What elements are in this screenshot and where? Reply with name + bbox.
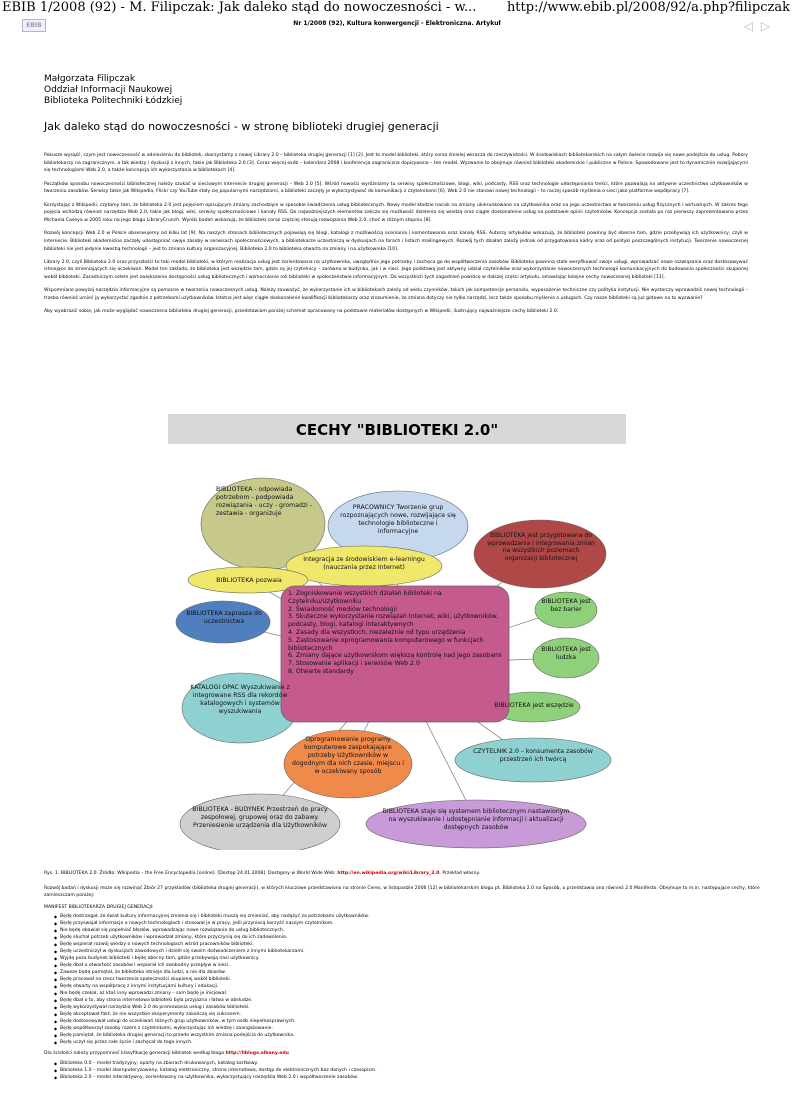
generations-list	[44, 1060, 764, 1081]
list-item: ◆ Będę dbał o otwartość zasobów i wspierał ich swobodny przepływ w sieci.	[54, 962, 764, 969]
list-item: ◆ Zawsze będę pamiętał, że biblioteka istnieje dla ludzi, a nie dla zbiorów.	[54, 969, 764, 976]
center-item: 1. Zogniskowanie wszystkich działań biblioteki na Czytelniku/Użytkowniku	[288, 590, 442, 605]
center-item: 3. Skuteczne wykorzystanie rozwiązań Internet, wiki, użytkowników, podcasty, blogi, katalogi interaktywnych	[288, 613, 499, 629]
label-biblioteka-zmiany: BIBLIOTEKA jest przygotowana do wprowadzania i integrowania zmian na wszystkich poziomach organizacji bibliotecznej	[487, 532, 595, 562]
manifest-list	[44, 913, 764, 1046]
author-unit: Oddział Informacji Naukowej	[44, 85, 173, 95]
label-bez-barier: BIBLIOTEKA jest bez barier	[541, 598, 591, 613]
list-item: ◆ Będę pamiętał, że biblioteka drugiej generacji to przede wszystkim zmiana podejścia do użytkownika.	[54, 1032, 764, 1039]
label-biblioteka-roles: BIBLIOTEKA - odpowiada potrzebom - podpowiada rozwiązania - uczy - gromadzi - zestawia - organizuje	[216, 486, 313, 517]
label-ludzka: BIBLIOTEKA jest ludzka	[541, 646, 591, 661]
paragraph: Library 2.0, czyli Biblioteka 2.0 oraz przyszłości to taki model biblioteki, w którym realizacja usług jest zorientowana na użytkownika, uwzględnia jego potrzeby i zachęca go do współtworzenia zasobów. Biblioteka powinna stale weryfikować swoje usługi, wprowadzać nowe rozwiązania oraz dostosowywać istniejące do zmieniających się oczekiwań. Model ten zakłada, że biblioteka jest wszędzie tam, gdzie są jej czytelnicy – zarówno w budynku, jak i w sieci. Jego podstawą jest aktywny udział czytelników oraz wykorzystanie nowoczesnych technologii komunikacyjnych do budowania społeczności skupionej wokół biblioteki. Zasadniczym celem jest zwiększenie dostępności usług bibliotecznych i wzmocnienie roli biblioteki w społeczeństwie informacyjnym. Do wszystkich tych zagadnień powrócę w dalszej części artykułu, omawiając kolejne cechy nowoczesnej biblioteki [11].	[44, 259, 748, 281]
diagram-title: CECHY "BIBLIOTEKI 2.0"	[295, 421, 499, 439]
print-header-url: http://www.ebib.pl/2008/92/a.php?filipczak	[506, 0, 790, 15]
list-item: ◆ Będę otwarty na współpracę z innymi instytucjami kultury i edukacji.	[54, 983, 764, 990]
list-item: ◆ Będę akceptował fakt, że nie wszystkie eksperymenty zakończą się sukcesem.	[54, 1011, 764, 1018]
list-item: ◆ Będę współtworzył zasoby razem z czytelnikami, wykorzystując ich wiedzę i zaangażowanie.	[54, 1025, 764, 1032]
label-opac: KATALOGI OPAC Wyszukiwanie z integrowane RSS dla rekordów katalogowych i systemów wyszukiwania	[190, 684, 290, 715]
caption-link[interactable]: http://en.wikipedia.org/wiki/Library_2.0	[337, 871, 440, 876]
list-item: ◆ Będę wykorzystywał narzędzia Web 2.0 do promowania usług i zasobów biblioteki.	[54, 1004, 764, 1011]
paragraph: Pokusze wysąść, czym jest nowoczesność w odniesieniu do bibliotek, skorzystamy z nowej Library 2.0 – biblioteka drugiej generacji [1] [2]. Jest to model biblioteki, który coraz śmielej wkracza do rzeczywistości. W środowiskach bibliotekarskich na całym świecie rozwija się nowe podejście do usług. Pobory bibliotekarzy na zagranicznym, a tak wiedzy i dyskusji z innych, takie jak Biblioteka 2.0 [3]. Coraz więcej osób – kalendarz 2008 i konferencja zagraniczna dopisywana – ten model. Wyzwanie to obejmuje również biblioteki akademickie i publiczne w Polsce. Spowodowane jest to dynamicznie rozwijającymi się technologiami Web 2.0, a także koncepcją ich wykorzystania w bibliotekach [4].	[44, 153, 748, 174]
print-header	[0, 0, 794, 16]
label-czytelnik: CZYTELNIK 2.0 – konsumenta zasobów przestrzeń ich twórcą	[473, 748, 593, 763]
figure-caption	[44, 870, 764, 877]
list-item: ◆ Będę uczył się przez całe życie i zachęcał do tego innych.	[54, 1039, 764, 1046]
print-header-title: EBIB 1/2008 (92) - M. Filipczak: Jak daleko stąd do nowoczesności - w...	[2, 0, 477, 15]
label-biblioteka-pozwala: BIBLIOTEKA pozwala	[216, 576, 282, 584]
center-item: 8. Otwarte standardy	[288, 667, 354, 675]
sources-intro	[44, 1050, 764, 1057]
paragraph: Rozwój koncepcji Web 2.0 w Polsce obserwujemy od kilku lat [9]. Na naszych stronach bibliotecznych pojawiają się blogi, katalogi z możliwością oceniania i komentowania oraz kanały RSS. Autorzy artykułów wskazują, że biblioteki powinny być obecne tam, gdzie przebywają ich użytkownicy, czyli w internecie. Biblioteki akademickie zaczęły udostępniać swoje zasoby w serwisach społecznościowych, a bibliotekarze uczestniczą w dyskusjach na forach i listach mailingowych. Rozwój tych działań zależy jednak od przygotowania kadry oraz od polityki poszczególnych instytucji. Tworzenie nowoczesnej biblioteki nie jest jedynie kwestią technologii – jest to zmiana kultury organizacyjnej. Biblioteka 2.0 to biblioteka otwarta na zmiany i na użytkownika [10].	[44, 231, 748, 252]
issue-line: Nr 1/2008 (92), Kultura konwergencji - Elektroniczna. Artykuł	[293, 20, 501, 27]
list-item: ◆ Nie będę czekał, aż ktoś inny wprowadzi zmiany – sam będę je inicjował.	[54, 990, 764, 997]
manifest-intro: Rozwój badań i dyskusji może się rozwinąć Zbiór 27 przykładów (biblioteka drugiej generacji), w których kluczowe przedstawiono na stronie Ceres, w listopadzie 2006 [12] w bibliotekarskim blogu pt. Biblioteka 2.0 na Sposób, a przedstawia ono również 2.0 Manifesto. Obejmuje to m.in. następujące cechy, które zamieszczam poniżej:	[44, 886, 760, 898]
paragraph: Aby wyobrazić sobie, jak może wyglądać nowoczesna biblioteka drugiej generacji, przedstawiam poniżej schemat opracowany na podstawie materiałów dostępnych w Wikipedii, ilustrujący najważniejsze cechy biblioteki 2.0:	[44, 309, 559, 315]
list-item: ◆ Będę pracował na rzecz tworzenia społeczności skupionej wokół biblioteki.	[54, 976, 764, 983]
label-pracownicy: PRACOWNICY Tworzenie grup rozpoznających nowe, rozwijające się technologie biblioteczne i informacyjne	[340, 504, 456, 535]
center-item: 2. Świadomość mediów technologii	[288, 605, 397, 613]
caption-tail: . Przekład własny.	[439, 871, 481, 876]
nav-arrows-icon[interactable]: ◁ ▷	[743, 19, 772, 33]
label-uczestnictwo: BIBLIOTEKA zaprasza do uczestnictwa	[186, 610, 262, 625]
library-2-0-diagram	[168, 414, 626, 850]
list-item: ◆ Będę przyswajał informacje o nowych technologiach i stosował je w pracy, jeśli przyniosą korzyść naszym czytelnikom.	[54, 920, 764, 927]
list-item: ◆ Będę słuchał potrzeb użytkowników i wprowadzał zmiany, które przyczynią się do ich zadowolenia.	[54, 934, 764, 941]
list-item: ◆ Będę wspierał rozwój wiedzy o nowych technologiach wśród pracowników biblioteki.	[54, 941, 764, 948]
ebib-logo[interactable]: EBIB	[22, 19, 46, 32]
sources-link[interactable]: http://liblogs.albany.edu	[225, 1051, 289, 1056]
author-name: Małgorzata Filipczak	[44, 74, 136, 84]
paragraph: Korzystając z Wikipedii, czytamy tam, że biblioteka 2.0 jest pojęciem opisującym zmiany zachodzące w sposobie świadczenia usług bibliotecznych. Nowy model kładzie nacisk na zmiany ukierunkowane na użytkownika oraz na jego uczestnictwo w tworzeniu usług fizycznych i wirtualnych. W zakres tego pojęcia wchodzą również narzędzia Web 2.0, takie jak blogi, wiki, serwisy społecznościowe i kanały RSS. Do najważniejszych elementów zalicza się możliwość dzielenia się wiedzą oraz ciągłe doskonalenie usług na podstawie opinii czytelników. Koncepcja została po raz pierwszy zaprezentowana przez Michaela Caseya w 2005 roku na jego blogu LibraryCrunch. Wyniki badań wskazują, że biblioteki coraz częściej stosują rozwiązania Web 2.0, choć w różnym stopniu [8].	[44, 202, 748, 223]
paragraph: Początków sposobu nowoczesności bibliotecznej należy szukać w sieciowym internecie drugiej generacji – Web 2.0 [5]. Wśród nowości wyróżniamy tu serwisy społecznościowe, blogi, wiki, podcasty, RSS oraz technologie udostępniania treści, które pozwalają na aktywne uczestnictwo użytkowników w tworzeniu zasobów. Serwisy takie jak Wikipedia, Flickr czy YouTube stały się popularnymi narzędziami, a biblioteki zaczęły je wykorzystywać do komunikacji z czytelnikami [6]. Web 2.0 nie stanowi nowej technologii – to raczej sposób myślenia o sieci jako platformie współpracy [7].	[44, 181, 748, 195]
paragraph: Wspomniane powyżej narzędzia informacyjne są pomocne w tworzeniu nowoczesnych usług. Należy zauważyć, że wykorzystanie ich w bibliotekach zależy od wielu czynników, takich jak kompetencje personelu, wyposażenie techniczne czy polityka instytucji. Nie wystarczy wprowadzić nowej technologii – trzeba również umieć ją wykorzystać zgodnie z potrzebami użytkowników. Istotne jest więc ciągłe doskonalenie kwalifikacji bibliotekarzy oraz zrozumienie, że zmiana dotyczy nie tylko narzędzi, lecz także sposobu myślenia o usługach. Czy nasze biblioteki są już gotowe na to wyzwanie?	[44, 288, 748, 302]
center-item: 7. Stosowanie aplikacji i serwisów Web 2.0	[288, 660, 420, 668]
center-item: 4. Zasady dla wszystkich, niezależnie od typu urządzenia	[288, 628, 466, 636]
label-e-learning: Integracja ze środowiskiem e-learningu (nauczania przez Internet)	[303, 556, 425, 571]
sources-intro-text: Dla ścisłości należy przypomnieć klasyfikację generacji bibliotek według bloga	[44, 1051, 225, 1056]
author-institution: Biblioteka Politechniki Łódzkiej	[44, 96, 183, 106]
label-wszedzie: BIBLIOTEKA jest wszędzie	[494, 702, 574, 709]
list-item: ◆ Będę uczestniczył w dyskusjach zawodowych i dzielił się swoim doświadczeniem z innymi bibliotekarzami.	[54, 948, 764, 955]
label-system: BIBLIOTEKA staje się systemem bibliotecznym nastawionym na wyszukiwanie i udostępnianie informacji i aktualizacji dostępnych zasobów	[382, 808, 570, 831]
caption-text: Rys. 1. BIBLIOTEKA 2.0. Źródło: Wikipedia – the Free Encyclopedia [online]. [Dostęp 24.01.2008]. Dostępny w World Wide Web:	[44, 871, 336, 876]
author-block	[44, 74, 182, 107]
list-item: ◆ Biblioteka 2.0 – model interaktywny, zorientowany na użytkownika, wykorzystujący narzędzia Web 2.0 i współtworzenie zasobów.	[54, 1074, 764, 1081]
label-oprogramowanie: Oprogramowanie programy komputerowe zaspokajające potrzeby Użytkowników w dogodnym dla nich czasie, miejscu i w oczekiwany sposób	[292, 736, 404, 775]
lower-section	[44, 885, 764, 1081]
list-item: ◆ Będę dostosowywał usługi do oczekiwań różnych grup użytkowników, w tym osób niepełnosprawnych.	[54, 1018, 764, 1025]
list-item: ◆ Biblioteka 0.0 – model tradycyjny, oparty na zbiorach drukowanych, katalog kartkowy.	[54, 1060, 764, 1067]
list-item: ◆ Nie będę obawiał się popełniać błędów, wprowadzając nowe rozwiązania do usług bibliotecznych.	[54, 927, 764, 934]
list-item: ◆ Biblioteka 1.0 – model skomputeryzowany, katalog elektroniczny, strona internetowa, dostęp do elektronicznych baz danych i czasopism.	[54, 1067, 764, 1074]
manifest-heading: MANIFEST BIBLIOTEKARZA DRUGIEJ GENERACJI:	[44, 905, 154, 910]
center-item: 6. Zmiany dające użytkownikom większą kontrolę nad jego zasobami	[288, 652, 502, 660]
article-title: Jak daleko stąd do nowoczesności - w stronę biblioteki drugiej generacji	[44, 120, 439, 133]
center-items	[288, 590, 504, 676]
list-item: ◆ Będę dostrzegał, że świat kultury informacyjnej zmienia się i biblioteki muszą się zmieniać, aby nadążyć za potrzebami użytkowników.	[54, 913, 764, 920]
list-item: ◆ Będę dbał o to, aby strona internetowa biblioteki była przyjazna i łatwa w obsłudze.	[54, 997, 764, 1004]
list-item: ◆ Wyjdę poza budynek biblioteki i będę obecny tam, gdzie przebywają nasi użytkownicy.	[54, 955, 764, 962]
label-budynek: BIBLIOTEKA - BUDYNEK Przestrzeń do pracy zespołowej, grupowej oraz do zabawy. Przeniesienie urządzenia dla Użytkowników	[192, 806, 328, 829]
article-body	[44, 152, 748, 321]
center-item: 5. Zastosowanie oprogramowania komputerowego w funkcjach bibliotecznych	[288, 636, 484, 652]
